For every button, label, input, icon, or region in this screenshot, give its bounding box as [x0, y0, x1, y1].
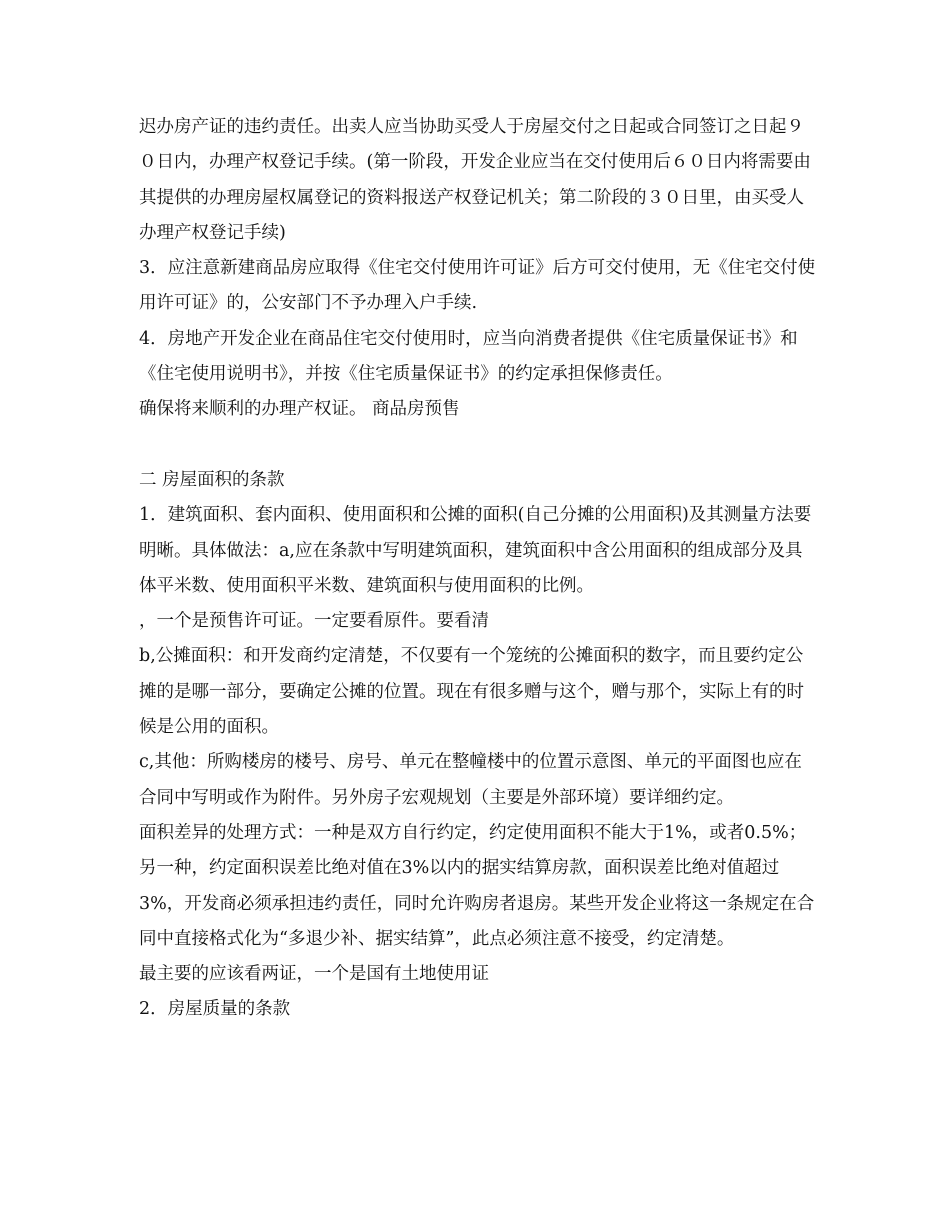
- paragraph-presale-permit: ，一个是预售许可证。一定要看原件。要看清: [139, 611, 489, 632]
- paragraph-b-shared-area: b,公摊面积：和开发商约定清楚，不仅要有一个笼统的公摊面积的数字，而且要约定公摊的是哪一部分，要确定公摊的位置。现在有很多赠与这个，赠与那个，实际上有的时候是公用的面积。: [139, 646, 804, 738]
- paragraph-ensure-certificate: 确保将来顺利的办理产权证。 商品房预售: [139, 399, 460, 420]
- paragraph-item-1-area-definitions: 1．建筑面积、套内面积、使用面积和公摊的面积(自己分摊的公用面积)及其测量方法要明晰。具体做法：a,应在条款中写明建筑面积，建筑面积中含公用面积的组成部分及具体平米数、使用面积平米数、建筑面积与使用面积的比例。: [139, 505, 812, 596]
- paragraph-item-2-quality-clauses: 2．房屋质量的条款: [139, 999, 291, 1020]
- paragraph-item-4-quality-guarantee: 4．房地产开发企业在商品住宅交付使用时，应当向消费者提供《住宅质量保证书》和《住宅使用说明书》，并按《住宅质量保证书》的约定承担保修责任。: [139, 328, 798, 385]
- paragraph-item-3-delivery-permit: 3．应注意新建商品房应取得《住宅交付使用许可证》后方可交付使用，无《住宅交付使用许可证》的，公安部门不予办理入户手续.: [139, 258, 816, 314]
- paragraph-delayed-certificate-liability: 迟办房产证的违约责任。出卖人应当协助买受人于房屋交付之日起或合同签订之日起９０日内，办理产权登记手续。(第一阶段，开发企业应当在交付使用后６０日内将需要由其提供的办理房屋权属登记的资料报送产权登记机关；第二阶段的３０日里，由买受人办理产权登记手续): [139, 117, 811, 243]
- document-body: [139, 110, 819, 1028]
- paragraph-area-difference-handling: 面积差异的处理方式：一种是双方自行约定，约定使用面积不能大于1%，或者0.5%；另一种，约定面积误差比绝对值在3%以内的据实结算房款，面积误差比绝对值超过3%，开发商必须承担违约责任，同时允许购房者退房。某些开发企业将这一条规定在合同中直接格式化为“多退少补、据实结算”，此点必须注意不接受，约定清楚。: [139, 822, 815, 949]
- paragraph-c-other: c,其他：所购楼房的楼号、房号、单元在整幢楼中的位置示意图、单元的平面图也应在合同中写明或作为附件。另外房子宏观规划（主要是外部环境）要详细约定。: [139, 752, 802, 808]
- paragraph-spacer: [139, 428, 819, 463]
- section-heading-area-clauses: 二 房屋面积的条款: [139, 469, 285, 490]
- paragraph-two-certificates: 最主要的应该看两证，一个是国有土地使用证: [139, 964, 489, 985]
